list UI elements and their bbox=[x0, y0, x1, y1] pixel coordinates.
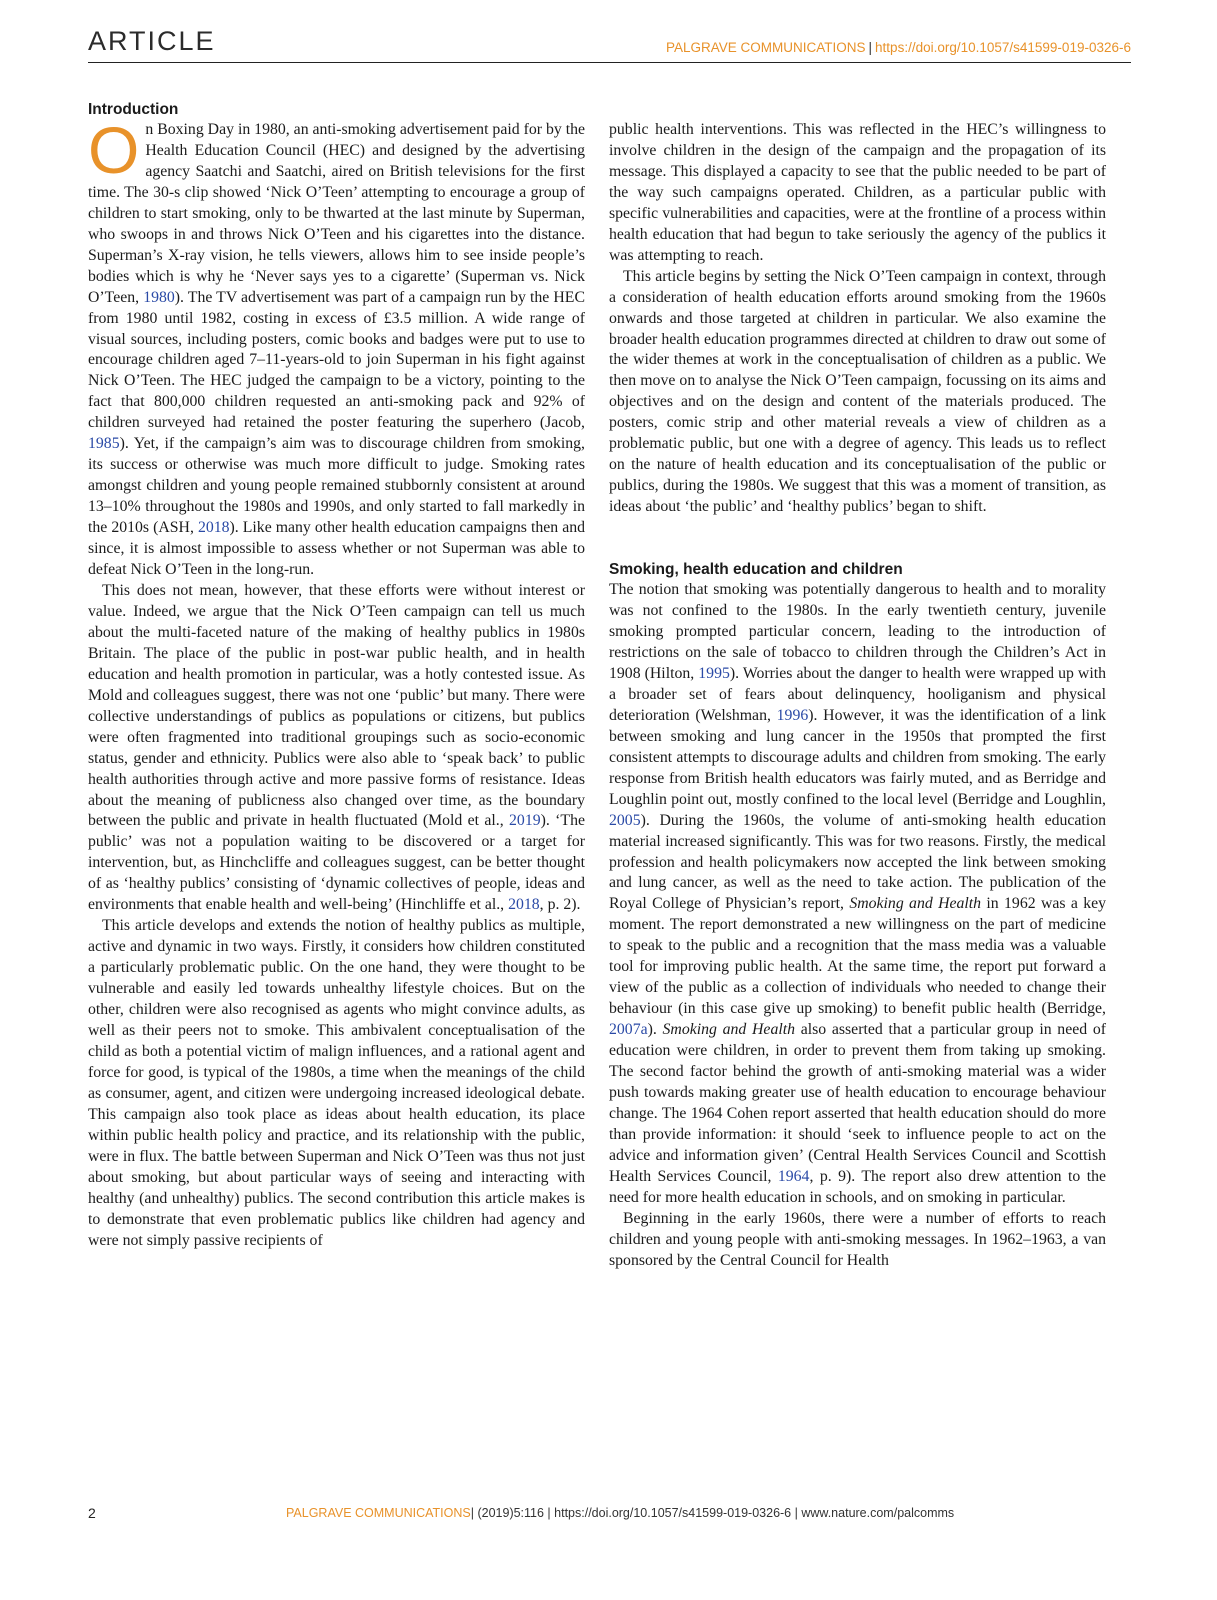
right-column bbox=[609, 100, 1106, 1272]
section2-paragraph-1: The notion that smoking was potentially dangerous to health and to morality was not confined to the 1980s. In the early twentieth century, juvenile smoking prompted particular concern, leading to the introduction of restrictions on the sale of tobacco to children through the Children’s Act in 1908 (Hilton, 1995). Worries about the danger to health were wrapped up with a broader set of fears about delinquency, hooliganism and physical deterioration (Welshman, 1996). However, it was the identification of a link between smoking and lung cancer in the 1950s that prompted the first consistent attempts to discourage adults and children from smoking. The early response from British health educators was fairly muted, and as Berridge and Loughlin point out, mostly confined to the local level (Berridge and Loughlin, 2005). During the 1960s, the volume of anti-smoking health education material increased significantly. This was for two reasons. Firstly, the medical profession and health policymakers now accepted the link between smoking and lung cancer, as well as the need to take action. The publication of the Royal College of Physician’s report, Smoking and Health in 1962 was a key moment. The report demonstrated a new willingness on the part of medicine to speak to the public and a recognition that the mass media was a valuable tool for improving public health. At the same time, the report put forward a view of the public as a collection of individuals who needed to change their behaviour (in this case give up smoking) to benefit public health (Berridge, 2007a). Smoking and Health also asserted that a particular group in need of education were children, in order to prevent them from taking up smoking. The second factor behind the growth of anti-smoking material was a wider push towards making greater use of health education to encourage behaviour change. The 1964 Cohen report asserted that health education should do more than provide information: it should ‘seek to influence people to act on the advice and information given’ (Central Health Services Council and Scottish Health Services Council, 1964, p. 9). The report also drew attention to the need for more health education in schools, and on smoking in particular. bbox=[609, 581, 1107, 1206]
citation-link[interactable]: 1964 bbox=[777, 1167, 810, 1185]
intro-paragraph-3-continued: public health interventions. This was reflected in the HEC’s willingness to involve children in the design of the campaign and the propagation of its message. This displayed a capacity to see that the public needed to be part of the way such campaigns operated. Children, as a particular public with specific vulnerabilities and capacities, were at the frontline of a process within health education that had begun to take seriously the agency of the publics it was attempting to reach. bbox=[609, 121, 1106, 264]
section2-paragraph-2: Beginning in the early 1960s, there were a number of efforts to reach children and young people with anti-smoking messages. In 1962–1963, a van sponsored by the Central Council for Health bbox=[609, 1209, 1106, 1269]
header-separator: | bbox=[868, 40, 873, 55]
section-heading-introduction: Introduction bbox=[88, 101, 179, 118]
header-rule bbox=[88, 62, 1131, 63]
section-gap bbox=[609, 518, 1106, 560]
page-number: 2 bbox=[88, 1505, 96, 1521]
running-header bbox=[666, 40, 1131, 55]
citation-link[interactable]: 2019 bbox=[509, 812, 541, 830]
footer-journal-name: PALGRAVE COMMUNICATIONS bbox=[286, 1506, 471, 1520]
citation-link[interactable]: 1996 bbox=[776, 706, 809, 724]
section-heading-smoking: Smoking, health education and children bbox=[609, 561, 903, 579]
footer-citation[interactable]: | (2019)5:116 | https://doi.org/10.1057/s41599-019-0326-6 | www.nature.com/palcomms bbox=[470, 1506, 955, 1520]
drop-cap: O bbox=[88, 113, 140, 187]
intro-paragraph-3: This article develops and extends the notion of healthy publics as multiple, active and dynamic in two ways. Firstly, it considers how children constituted a particularly problematic public. On the one hand, they were thought to be vulnerable and easily led towards unhealthy lifestyle choices. But on the other, children were also recognised as agents who might convince adults, as well as their peers not to smoke. This ambivalent conceptualisation of the child as both a potential victim of malign influences, and a rational agent and force for good, is typical of the 1980s, a time when the meanings of the child as consumer, agent, and citizen were undergoing increased ideological debate. This campaign also took place as ideas about health education, its place within public health policy and practice, and its relationship with the public, were in flux. The battle between Superman and Nick O’Teen was thus not just about smoking, but about particular ways of seeing and interacting with healthy (and unhealthy) publics. The second contribution this article makes is to demonstrate that even problematic publics like children had agency and were not simply passive recipients of bbox=[88, 917, 585, 1249]
report-title: Smoking and Health bbox=[662, 1021, 796, 1039]
intro-paragraph-1: On Boxing Day in 1980, an anti-smoking advertisement paid for by the Health Education Council (HEC) and designed by the advertising agency Saatchi and Saatchi, aired on British televisions for the first time. The 30-s clip showed ‘Nick O’Teen’ attempting to encourage a group of children to start smoking, only to be thwarted at the last minute by Superman, who swoops in and throws Nick O’Teen and his cigarettes into the distance. Superman’s X-ray vision, he tells viewers, allows him to see inside people’s bodies which is why he ‘Never says yes to a cigarette’ (Superman vs. Nick O’Teen, 1980). The TV advertisement was part of a campaign run by the HEC from 1980 until 1982, costing in excess of £3.5 million. A wide range of visual sources, including posters, comic books and badges were put to use to encourage children aged 7–11-years-old to join Superman in his fight against Nick O’Teen. The HEC judged the campaign to be a victory, pointing to the fact that 800,000 children requested an anti-smoking pack and 92% of children surveyed had retained the poster featuring the superhero (Jacob, 1985). Yet, if the campaign’s aim was to discourage children from smoking, its success or otherwise was much more difficult to judge. Smoking rates amongst children and young people remained stubbornly consistent at around 13–10% throughout the 1980s and 1990s, and only started to fall markedly in the 2010s (ASH, 2018). Like many other health education campaigns then and since, it is almost impossible to assess whether or not Superman was able to defeat Nick O’Teen in the long-run. bbox=[88, 113, 586, 579]
footer-citation-line bbox=[286, 1506, 954, 1520]
article-kicker: ARTICLE bbox=[88, 26, 216, 56]
citation-link[interactable]: 2018 bbox=[508, 896, 540, 914]
intro-paragraph-2: This does not mean, however, that these efforts were without interest or value. Indeed, we argue that the Nick O’Teen campaign can tell us much about the multi-faceted nature of the making of healthy publics in 1980s Britain. The place of the public in post-war public health, and in health education and health promotion in particular, was a hotly contested issue. As Mold and colleagues suggest, there was not one ‘public’ but many. There were collective understandings of publics as populations or citizens, but publics were often fragmented into traditional groupings such as socio-economic status, gender and ethnicity. Publics were also able to ‘speak back’ to public health authorities through active and more passive forms of resistance. Ideas about the meaning of publicness also changed over time, as the boundary between the public and private in health fluctuated (Mold et al., 2019). ‘The public’ was not a population waiting to be discovered or a target for intervention, but, as Hinchcliffe and colleagues suggest, can be better thought of as ‘healthy publics’ consisting of ‘dynamic collectives of people, ideas and environments that enable health and well-being’ (Hinchliffe et al., 2018, p. 2). bbox=[88, 581, 585, 914]
citation-link[interactable]: 2005 bbox=[609, 811, 641, 829]
citation-link[interactable]: 1985 bbox=[88, 435, 120, 453]
citation-link[interactable]: 2018 bbox=[197, 519, 230, 537]
left-column bbox=[88, 100, 585, 1251]
citation-link[interactable]: 1980 bbox=[143, 288, 175, 306]
intro-paragraph-4: This article begins by setting the Nick O’Teen campaign in context, through a consideration of health education efforts around smoking from the 1960s onwards and those targeted at children in particular. We also examine the broader health education programmes directed at children to draw out some of the wider themes at work in the conceptualisation of children as a public. We then move on to analyse the Nick O’Teen campaign, focussing on its aims and objectives and on the design and content of the materials produced. The posters, comic strip and other material reveals a view of children as a problematic public, but one with a degree of agency. This leads us to reflect on the nature of health education and its conceptualisation of the public or publics, during the 1980s. We suggest that this was a moment of transition, as ideas about ‘the public’ and ‘healthy publics’ began to shift. bbox=[609, 267, 1106, 516]
report-title: Smoking and Health bbox=[849, 895, 982, 913]
header-doi-link[interactable]: https://doi.org/10.1057/s41599-019-0326-6 bbox=[875, 40, 1131, 55]
journal-name: PALGRAVE COMMUNICATIONS bbox=[666, 40, 866, 55]
citation-link[interactable]: 1995 bbox=[698, 664, 730, 682]
citation-link[interactable]: 2007a bbox=[609, 1021, 648, 1039]
